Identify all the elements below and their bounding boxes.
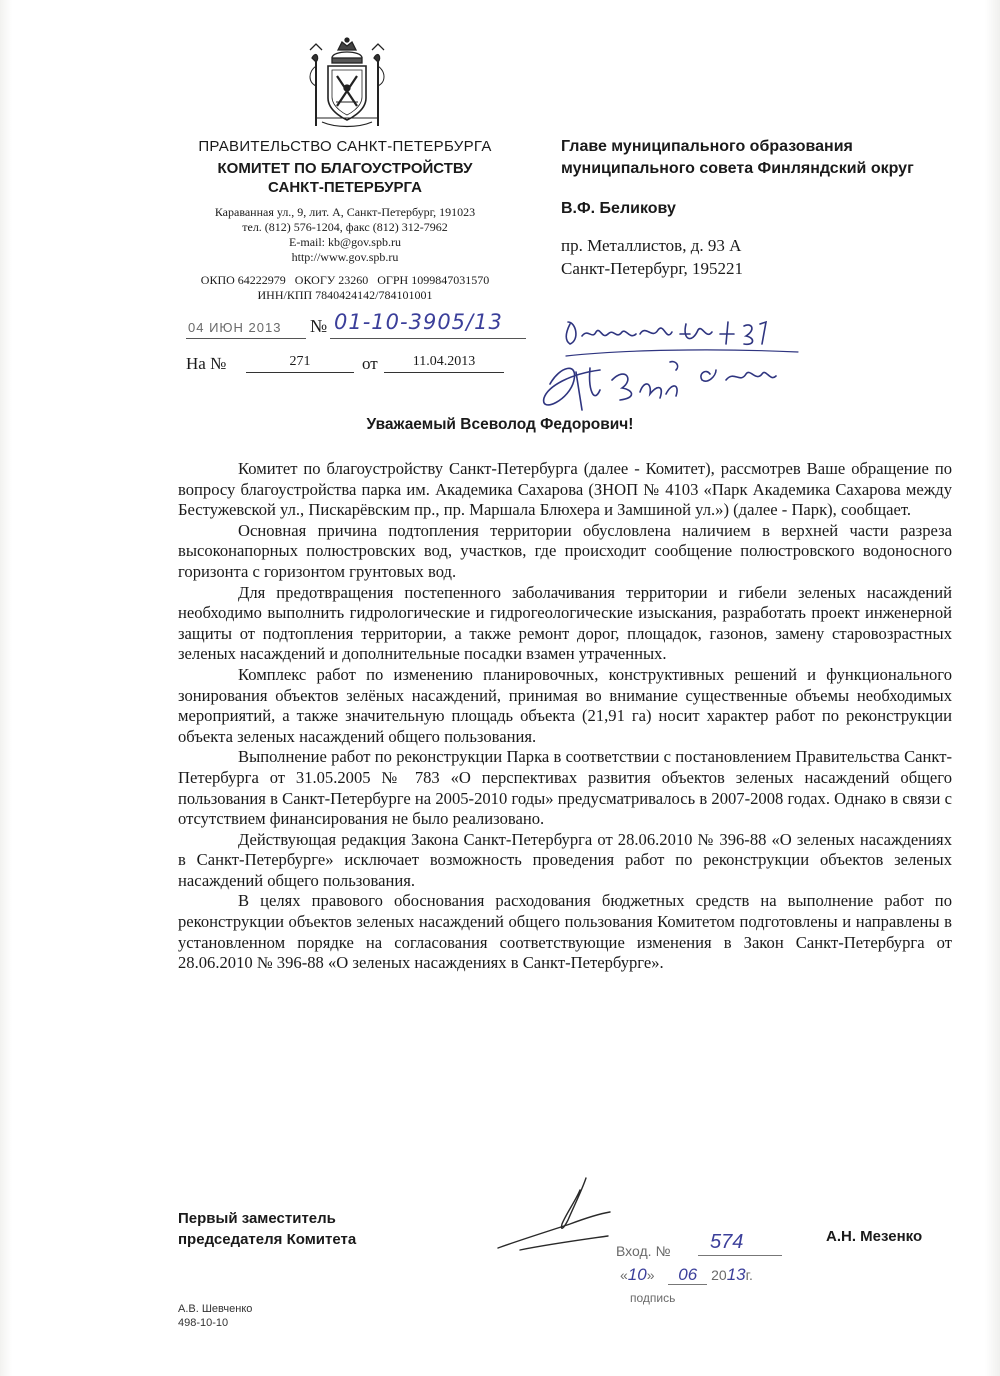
signatory-title	[178, 1208, 356, 1250]
sender-codes-line1: ОКПО 64222979 ОКОГУ 23260 ОГРН 1099847031570	[200, 273, 490, 287]
outgoing-date-underline	[186, 338, 306, 339]
sender-website: http://www.gov.spb.ru	[291, 250, 399, 264]
incoming-date: «10» 06 2013г.	[620, 1265, 753, 1284]
sender-header	[150, 138, 540, 303]
executor-phone: 498-10-10	[178, 1317, 229, 1329]
body-paragraph: Комитет по благоустройству Санкт-Петербурга (далее - Комитет), рассмотрев Ваше обращение по вопросу благоустройства парка им. Академика Сахарова (ЗНОП № 4103 «Парк Академика Сахарова между Бестужевской ул., Пискарёвским пр., пр. Маршала Блюхера и Замшиной ул.») (далее - Парк), сообщает.	[178, 459, 952, 520]
recipient-name: В.Ф. Беликову	[561, 200, 676, 217]
sender-address: Караванная ул., 9, лит. А, Санкт-Петербург, 191023	[214, 205, 476, 219]
incoming-sign-label: подпись	[630, 1291, 676, 1305]
incoming-number-label: Вход. №	[616, 1243, 671, 1259]
body-paragraph: Действующая редакция Закона Санкт-Петербурга от 28.06.2010 № 396-88 «О зеленых насаждениях в Санкт-Петербурге» исключает возможность проведения работ по реконструкции объектов зеленых насаждений общего пользования.	[178, 829, 952, 890]
body-paragraph: Для предотвращения постепенного заболачивания территории и гибели зеленых насаждений необходимо выполнить гидрологические и гидрогеологические изыскания, разработать проект инженерной защиты от подтопления территории, а также ремонт дорог, площадок, газонов, замену старовозрастных зеленых насаждений и дополнительные посадки взамен утраченных.	[178, 582, 952, 664]
sender-email: E-mail: kb@gov.spb.ru	[289, 235, 401, 249]
committee-name-line2: САНКТ-ПЕТЕРБУРГА	[268, 179, 422, 196]
signatory-name: А.Н. Мезенко	[826, 1228, 923, 1245]
incoming-day: 10	[627, 1265, 647, 1284]
outgoing-number-underline	[330, 338, 526, 339]
recipient-title-line1: Главе муниципального образования	[561, 138, 853, 155]
incoming-year-suffix: 13	[726, 1265, 746, 1284]
sender-codes	[150, 273, 540, 303]
sender-codes-line2: ИНН/КПП 7840424142/784101001	[257, 288, 433, 302]
body-paragraph: Выполнение работ по реконструкции Парка в соответствии с постановлением Правительства Санкт-Петербурга от 31.05.2005 № 783 «О перспективах развития объектов зеленых насаждений общего пользования в Санкт-Петербурге на 2005-2010 годы» предусматривалось в 2007-2008 годах. Однако в связи с отсутствием финансирования не было реализовано.	[178, 747, 952, 829]
reply-number-label: На №	[186, 354, 227, 373]
recipient-address-line1: пр. Металлистов, д. 93 А	[561, 236, 742, 255]
coat-of-arms-emblem	[302, 36, 392, 132]
outgoing-number-sign: №	[310, 316, 328, 336]
recipient-title	[561, 136, 981, 180]
incoming-month: 06	[668, 1265, 707, 1285]
incoming-year-prefix: 20	[711, 1267, 727, 1283]
body-paragraph: Комплекс работ по изменению планировочных, конструктивных решений и функционального зонирования объектов зелёных насаждений, принимая во внимание существенные объемы необходимых мероприятий, а также значительную площадь объекта (21,91 га) носит характер работ по реконструкции объекта зеленых насаждений общего пользования.	[178, 664, 952, 746]
reply-number-value: 271	[246, 354, 354, 373]
executor-name: А.В. Шевченко	[178, 1303, 253, 1315]
reply-date-label: от	[362, 354, 378, 373]
recipient-address	[561, 234, 981, 280]
incoming-number-handwritten: 574	[710, 1231, 744, 1253]
reply-date-value: 11.04.2013	[384, 354, 504, 373]
recipient-title-line2: муниципального совета Финляндский округ	[561, 160, 914, 177]
body-paragraph: В целях правового обоснования расходования бюджетных средств на выполнение работ по реконструкции объектов зеленых насаждений общего пользования Комитетом подготовлены и направлены в установленном порядке на согласования соответствующие изменения в Закон Санкт-Петербурга от 28.06.2010 № 396-88 «О зеленых насаждениях в Санкт-Петербурге».	[178, 891, 952, 973]
recipient-address-line2: Санкт-Петербург, 195221	[561, 259, 743, 278]
body-paragraph: Основная причина подтопления территории обусловлена наличием в верхней части разреза высоконапорных полюстровских вод, участков, где происходит сообщение полюстровского водоносного горизонта с горизонтом грунтовых вод.	[178, 520, 952, 581]
outgoing-date-stamp: 04 ИЮН 2013	[188, 320, 282, 335]
letter-body	[178, 459, 952, 974]
government-name: ПРАВИТЕЛЬСТВО САНКТ-ПЕТЕРБУРГА	[198, 138, 492, 155]
incoming-stamp	[610, 1231, 820, 1315]
signatory-title-line2: председателя Комитета	[178, 1231, 357, 1248]
recipient-block	[561, 136, 981, 280]
incoming-number-underline	[698, 1255, 782, 1256]
sender-phone: тел. (812) 576-1204, факс (812) 312-7962	[242, 220, 448, 234]
committee-name	[150, 159, 540, 197]
executor-info	[178, 1302, 252, 1330]
sender-contacts	[150, 205, 540, 265]
committee-name-line1: КОМИТЕТ ПО БЛАГОУСТРОЙСТВУ	[217, 160, 473, 177]
incoming-year-unit: г.	[745, 1267, 753, 1283]
handwritten-resolution	[530, 310, 820, 420]
signatory-title-line1: Первый заместитель	[178, 1210, 336, 1227]
outgoing-number-handwritten: 01-10-3905/13	[334, 310, 503, 334]
salutation: Уважаемый Всеволод Федорович!	[366, 416, 634, 433]
